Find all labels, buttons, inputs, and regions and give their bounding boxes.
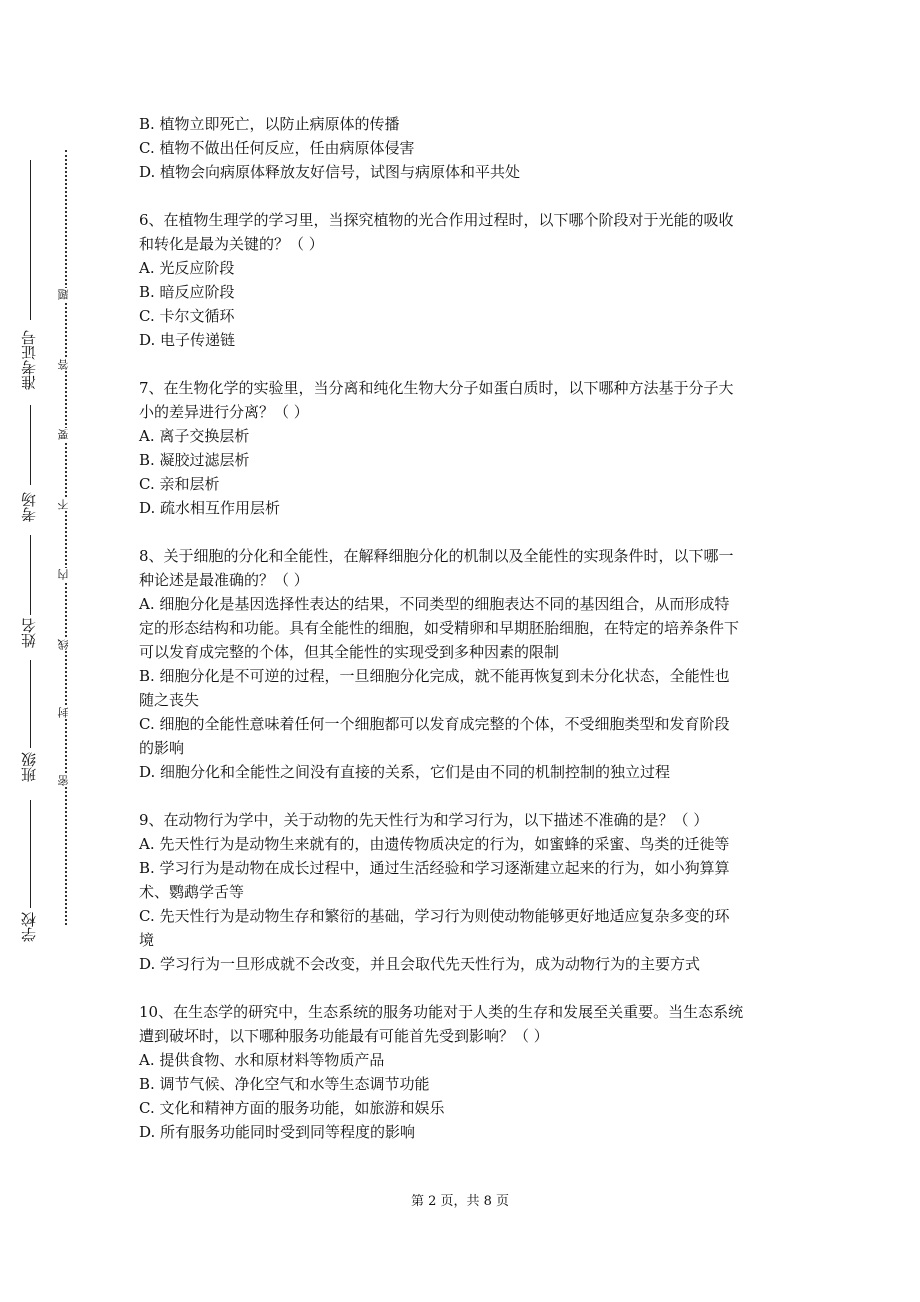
exam-id-underline xyxy=(30,160,31,320)
question-stem: 10、在生态学的研究中，生态系统的服务功能对于人类的生存和发展至关重要。当生态系统 xyxy=(139,1003,744,1021)
class-underline xyxy=(30,660,31,748)
option-line: B. 细胞分化是不可逆的过程，一旦细胞分化完成，就不能再恢复到未分化状态，全能性也 xyxy=(139,667,730,685)
option-line: A. 提供食物、水和原材料等物质产品 xyxy=(139,1051,385,1069)
option-line: 的影响 xyxy=(139,739,185,757)
option-line: C. 文化和精神方面的服务功能，如旅游和娱乐 xyxy=(139,1099,445,1117)
option-line: A. 离子交换层析 xyxy=(139,427,250,445)
option-line: B. 植物立即死亡，以防止病原体的传播 xyxy=(139,115,400,133)
option-line: D. 所有服务功能同时受到同等程度的影响 xyxy=(139,1123,416,1141)
option-line: 可以发育成完整的个体，但其全能性的实现受到多种因素的限制 xyxy=(139,643,560,661)
question-content xyxy=(139,112,784,1144)
option-line: D. 疏水相互作用层析 xyxy=(139,499,281,517)
class-label: 班级 xyxy=(20,752,38,782)
option-line: A. 细胞分化是基因选择性表达的结果，不同类型的细胞表达不同的基因组合，从而形成特 xyxy=(139,595,730,613)
question-stem: 种论述是最准确的？（ ） xyxy=(139,571,309,589)
option-line: B. 暗反应阶段 xyxy=(139,283,235,301)
school-label: 学校 xyxy=(20,912,38,942)
seal-word: 封 xyxy=(57,707,70,718)
question-stem: 7、在生物化学的实验里，当分离和纯化生物大分子如蛋白质时，以下哪种方法基于分子大 xyxy=(139,379,734,397)
option-line: 定的形态结构和功能。具有全能性的细胞，如受精卵和早期胚胎细胞，在特定的培养条件下 xyxy=(139,619,740,637)
option-line: B. 调节气候、净化空气和水等生态调节功能 xyxy=(139,1075,430,1093)
question-10 xyxy=(139,1000,784,1144)
question-stem: 小的差异进行分离？（ ） xyxy=(139,403,309,421)
name-underline xyxy=(30,535,31,615)
option-line: A. 先天性行为是动物生来就有的，由遗传物质决定的行为，如蜜蜂的采蜜、鸟类的迁徙等 xyxy=(139,835,730,853)
seal-word: 内 xyxy=(57,569,70,580)
seal-word: 题 xyxy=(57,289,70,300)
question-stem: 8、关于细胞的分化和全能性，在解释细胞分化的机制以及全能性的实现条件时，以下哪一 xyxy=(139,547,734,565)
option-line: D. 学习行为一旦形成就不会改变，并且会取代先天性行为，成为动物行为的主要方式 xyxy=(139,955,701,973)
option-line: 境 xyxy=(139,931,155,949)
option-line: C. 植物不做出任何反应，任由病原体侵害 xyxy=(139,139,415,157)
question-stem: 和转化是最为关键的？（ ） xyxy=(139,235,324,253)
seal-word: 密 xyxy=(57,775,70,786)
page-footer: 第 2 页，共 8 页 xyxy=(410,1194,510,1209)
exam-room-label: 考场 xyxy=(20,492,38,522)
question-6 xyxy=(139,208,784,352)
seal-word: 答 xyxy=(57,359,70,370)
name-label: 姓名 xyxy=(20,618,38,648)
seal-word: 要 xyxy=(57,429,70,440)
option-line: D. 电子传递链 xyxy=(139,331,236,349)
binding-margin xyxy=(0,0,90,1302)
school-underline xyxy=(30,800,31,908)
option-line: B. 学习行为是动物在成长过程中，通过生活经验和学习逐渐建立起来的行为，如小狗算算 xyxy=(139,859,730,877)
option-line: D. 植物会向病原体释放友好信号，试图与病原体和平共处 xyxy=(139,163,521,181)
question-stem: 遭到破坏时，以下哪种服务功能最有可能首先受到影响？（ ） xyxy=(139,1027,549,1045)
exam-room-underline xyxy=(30,405,31,485)
exam-id-label: 准考证号 xyxy=(20,330,38,390)
option-line: C. 亲和层析 xyxy=(139,475,220,493)
option-line: C. 细胞的全能性意味着任何一个细胞都可以发育成完整的个体，不受细胞类型和发育阶段 xyxy=(139,715,730,733)
option-line: A. 光反应阶段 xyxy=(139,259,235,277)
option-line: B. 凝胶过滤层析 xyxy=(139,451,250,469)
seal-dotted-line xyxy=(65,150,67,925)
option-line: D. 细胞分化和全能性之间没有直接的关系，它们是由不同的机制控制的独立过程 xyxy=(139,763,671,781)
question-9 xyxy=(139,808,784,976)
question-7 xyxy=(139,376,784,520)
seal-word: 不 xyxy=(57,499,70,510)
seal-word: 线 xyxy=(57,639,70,650)
option-line: 术、鹦鹉学舌等 xyxy=(139,883,245,901)
option-line: 随之丧失 xyxy=(139,691,200,709)
option-line: C. 先天性行为是动物生存和繁衍的基础，学习行为则使动物能够更好地适应复杂多变的环 xyxy=(139,907,730,925)
question-stem: 9、在动物行为学中，关于动物的先天性行为和学习行为，以下描述不准确的是？（ ） xyxy=(139,811,709,829)
question-stem: 6、在植物生理学的学习里，当探究植物的光合作用过程时，以下哪个阶段对于光能的吸收 xyxy=(139,211,734,229)
question-8 xyxy=(139,544,784,784)
option-line: C. 卡尔文循环 xyxy=(139,307,235,325)
